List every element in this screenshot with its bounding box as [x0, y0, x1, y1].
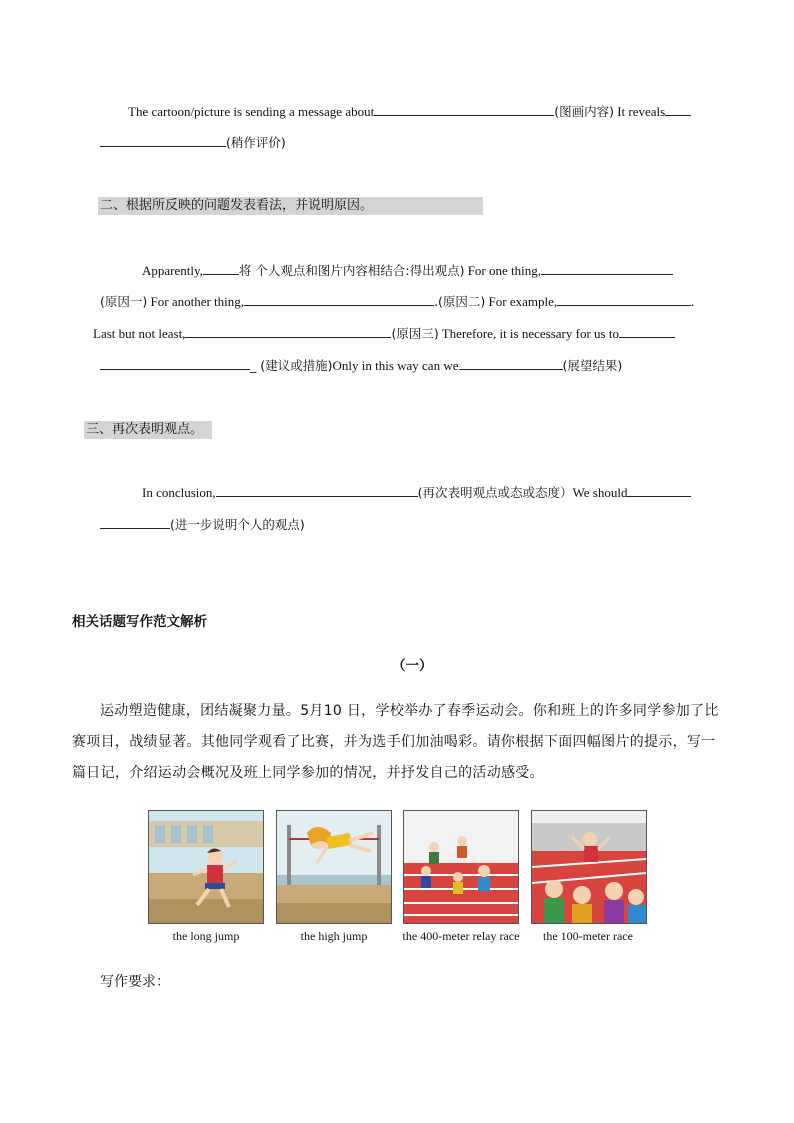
s2-text-k: Therefore, it is necessary for us to: [438, 326, 619, 341]
s2-text-n: (展望结果): [562, 358, 623, 373]
s3-text-a: In conclusion,: [142, 485, 216, 500]
relay-race-illustration: [403, 810, 519, 924]
sub-title: （一）: [392, 658, 433, 674]
s3-text-c: We should: [572, 485, 628, 500]
blank-conclusion[interactable]: [216, 484, 418, 497]
section1-text-b: (图画内容): [554, 104, 614, 119]
caption-relay-race: the 400-meter relay race: [402, 929, 520, 943]
blank-reveals-b[interactable]: [100, 134, 226, 147]
section1-text-d: (稍作评价): [226, 135, 286, 150]
s2-text-h: .: [691, 294, 695, 309]
blank-this-way[interactable]: [459, 357, 563, 370]
requirements-label: 写作要求：: [100, 974, 170, 990]
section1-text-c: It reveals: [613, 104, 666, 119]
blank-should-b[interactable]: [100, 516, 170, 529]
section2-line2: [100, 293, 694, 311]
section1-line2: [100, 134, 286, 152]
s2-text-i: Last but not least,: [93, 326, 186, 341]
caption-sprint-race: the 100-meter race: [543, 929, 633, 943]
sprint-race-illustration: [531, 810, 647, 924]
heading3: 三、再次表明观点。: [86, 422, 204, 437]
section1-text-a: The cartoon/picture is sending a message about: [128, 104, 375, 119]
blank-should[interactable]: [627, 484, 691, 497]
section2-line1: [142, 262, 673, 280]
s2-text-g: For example,: [485, 294, 558, 309]
section2-line4: [100, 357, 622, 375]
long-jump-illustration: [148, 810, 264, 924]
s2-text-l: _ (建议或措施): [250, 358, 333, 373]
section3-line2: [100, 516, 305, 534]
s2-text-d: (原因一): [100, 294, 148, 309]
s2-text-f: .(原因二): [434, 294, 486, 309]
s2-text-a: Apparently,: [142, 263, 203, 278]
s2-text-c: For one thing,: [464, 263, 542, 278]
caption-long-jump: the long jump: [172, 929, 240, 943]
blank-necessary[interactable]: [619, 325, 675, 338]
caption-high-jump: the high jump: [300, 929, 368, 943]
blank-apparently[interactable]: [203, 262, 239, 275]
blank-one-thing[interactable]: [541, 262, 673, 275]
s3-text-b: (再次表明观点或态或态度）: [417, 485, 573, 500]
blank-reveals-a[interactable]: [665, 103, 691, 116]
blank-last[interactable]: [185, 325, 391, 338]
related-topic-title: 相关话题写作范文解析: [72, 614, 207, 630]
s3-text-d: (进一步说明个人的观点): [170, 517, 305, 532]
section1-line1: [128, 103, 691, 121]
section2-line3: [93, 325, 675, 343]
high-jump-illustration: [276, 810, 392, 924]
blank-another-thing[interactable]: [244, 293, 434, 306]
s2-text-m: Only in this way can we: [332, 358, 459, 373]
heading2: 二、根据所反映的问题发表看法，并说明原因。: [100, 198, 374, 213]
s2-text-e: For another thing,: [147, 294, 245, 309]
blank-necessary-b[interactable]: [100, 357, 250, 370]
blank-example[interactable]: [557, 293, 691, 306]
task-paragraph: 运动塑造健康，团结凝聚力量。5月10 日，学校举办了春季运动会。你和班上的许多同学参加了比赛项目，战绩显著。其他同学观看了比赛，并为选手们加油喝彩。请你根据下面四幅图片的提示，写一篇日记，介绍运动会概况及班上同学参加的情况，并抒发自己的活动感受。: [72, 703, 719, 781]
blank-picture-content[interactable]: [374, 103, 554, 116]
section3-line1: [142, 484, 691, 502]
s2-text-j: (原因三): [391, 326, 439, 341]
s2-text-b: 将 个人观点和图片内容相结合:得出观点): [238, 263, 465, 278]
